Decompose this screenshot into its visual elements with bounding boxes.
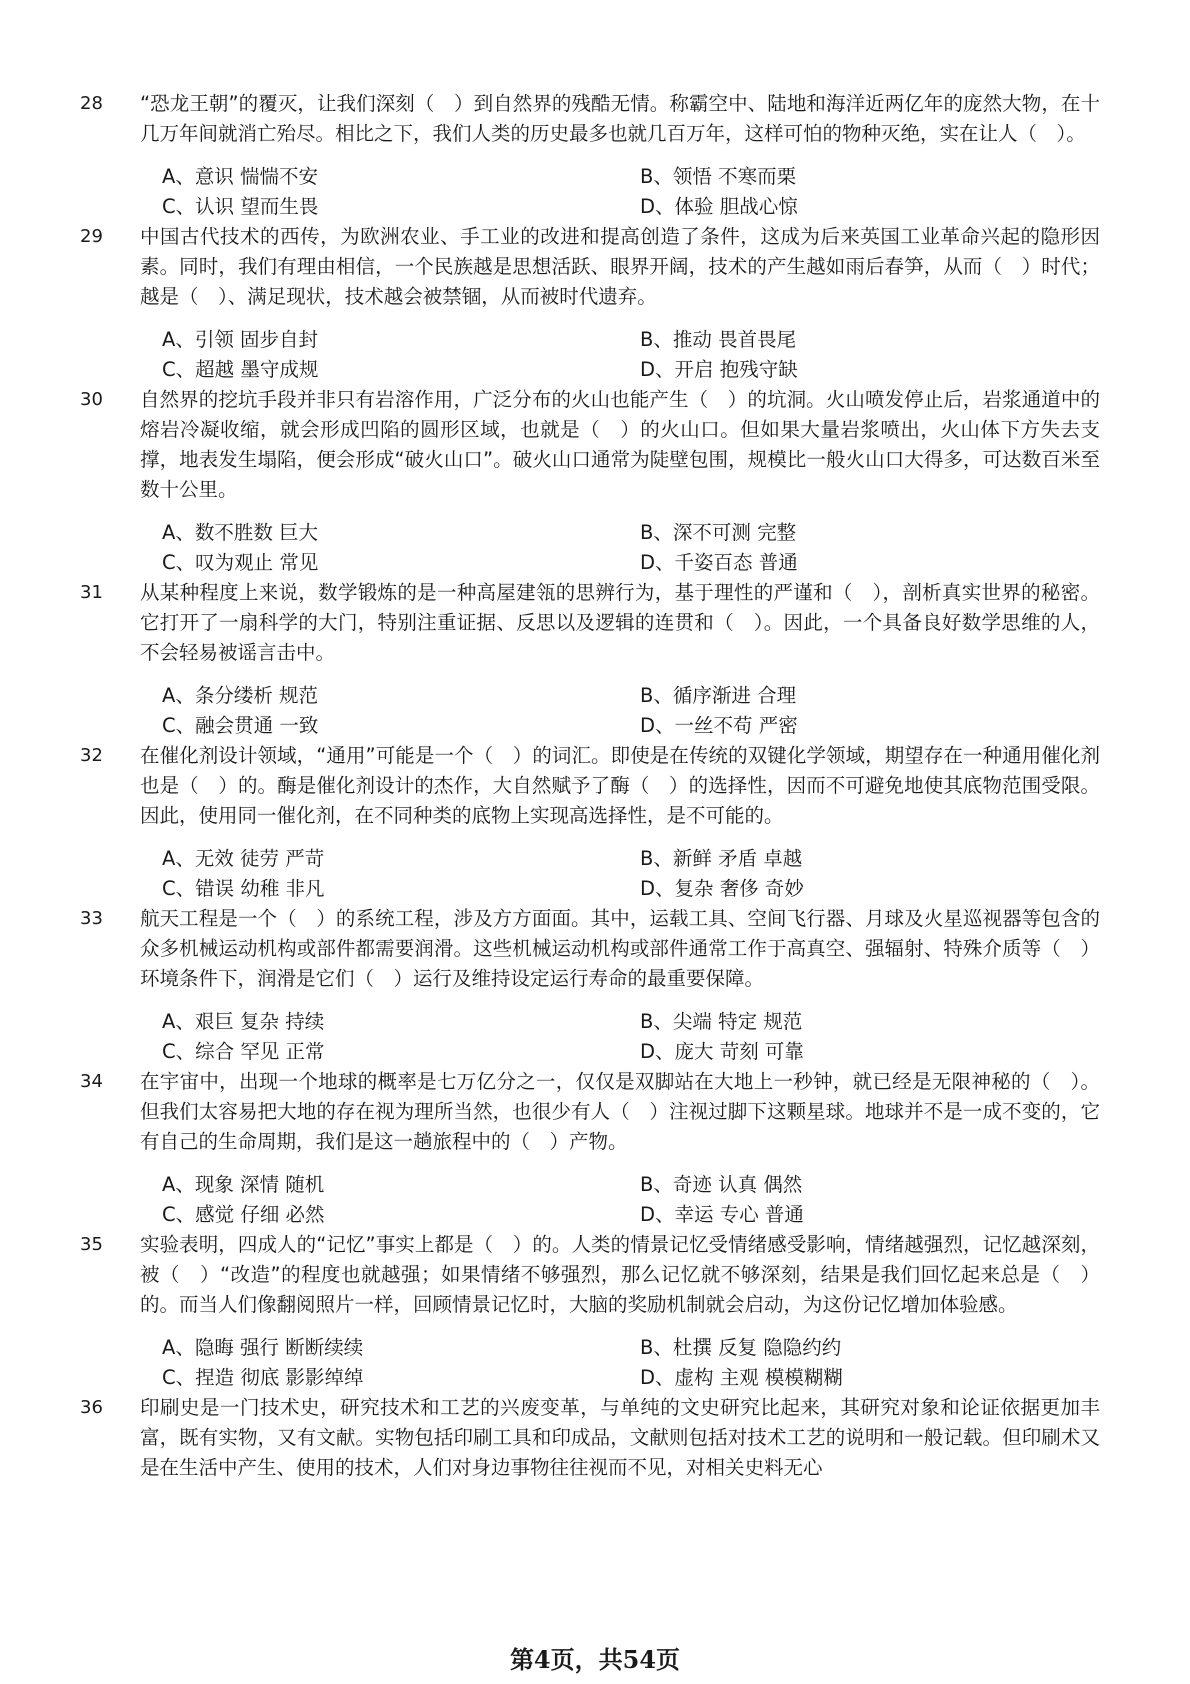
question-number: 29 bbox=[80, 226, 103, 247]
question-stem: 中国古代技术的西传，为欧洲农业、手工业的改进和提高创造了条件，这成为后来英国工业革命兴起的隐形因素。同时，我们有理由相信，一个民族越是思想活跃、眼界开阔，技术的产生越如雨后春笋，从而（ ）时代；越是（ ）、满足现状，技术越会被禁锢，从而被时代遗弃。 bbox=[140, 225, 1100, 308]
option-a: A、隐晦 强行 断断续续 bbox=[162, 1336, 364, 1359]
question-number: 33 bbox=[80, 908, 103, 929]
option-a: A、引领 固步自封 bbox=[162, 328, 319, 351]
option-a: A、条分缕析 规范 bbox=[162, 684, 319, 707]
option-b: B、领悟 不寒而栗 bbox=[640, 165, 797, 188]
question-29 bbox=[80, 222, 1100, 385]
option-a: A、意识 惴惴不安 bbox=[162, 165, 319, 188]
option-c: C、捏造 彻底 影影绰绰 bbox=[162, 1366, 364, 1389]
question-33 bbox=[80, 904, 1100, 1067]
question-number: 31 bbox=[80, 582, 103, 603]
question-number: 28 bbox=[80, 93, 103, 114]
option-b: B、推动 畏首畏尾 bbox=[640, 328, 797, 351]
option-grid bbox=[162, 844, 1100, 904]
question-stem: 航天工程是一个（ ）的系统工程，涉及方方面面。其中，运载工具、空间飞行器、月球及火星巡视器等包含的众多机械运动机构或部件都需要润滑。这些机械运动机构或部件通常工作于高真空、强辐射、特殊介质等（ ）环境条件下，润滑是它们（ ）运行及维持设定运行寿命的最重要保障。 bbox=[140, 907, 1100, 990]
question-stem: 实验表明，四成人的“记忆”事实上都是（ ）的。人类的情景记忆受情绪感受影响，情绪越强烈，记忆越深刻，被（ ）“改造”的程度也就越强；如果情绪不够强烈，那么记忆就不够深刻，结果是我们回忆起来总是（ ）的。而当人们像翻阅照片一样，回顾情景记忆时，大脑的奖励机制就会启动，为这份记忆增加体验感。 bbox=[140, 1233, 1100, 1316]
question-35 bbox=[80, 1230, 1100, 1393]
option-d: D、复杂 奢侈 奇妙 bbox=[640, 877, 804, 900]
option-d: D、开启 抱残守缺 bbox=[640, 358, 798, 381]
page-footer: 第4页，共54页 bbox=[509, 1645, 681, 1674]
question-number: 35 bbox=[80, 1234, 103, 1255]
option-d: D、千姿百态 普通 bbox=[640, 551, 798, 574]
option-c: C、认识 望而生畏 bbox=[162, 195, 319, 218]
option-grid bbox=[162, 1333, 1100, 1393]
option-grid bbox=[162, 1007, 1100, 1067]
option-d: D、幸运 专心 普通 bbox=[640, 1203, 804, 1226]
option-grid bbox=[162, 681, 1100, 741]
option-a: A、现象 深情 随机 bbox=[162, 1173, 325, 1196]
question-stem: 自然界的挖坑手段并非只有岩溶作用，广泛分布的火山也能产生（ ）的坑洞。火山喷发停止后，岩浆通道中的熔岩冷凝收缩，就会形成凹陷的圆形区域，也就是（ ）的火山口。但如果大量岩浆喷出，火山体下方失去支撑，地表发生塌陷，便会形成“破火山口”。破火山口通常为陡壁包围，规模比一般火山口大得多，可达数百米至数十公里。 bbox=[140, 388, 1100, 501]
option-c: C、融会贯通 一致 bbox=[162, 714, 319, 737]
option-a: A、数不胜数 巨大 bbox=[162, 521, 319, 544]
option-c: C、超越 墨守成规 bbox=[162, 358, 319, 381]
option-b: B、杜撰 反复 隐隐约约 bbox=[640, 1336, 842, 1359]
option-grid bbox=[162, 162, 1100, 222]
question-number: 30 bbox=[80, 389, 103, 410]
option-grid bbox=[162, 518, 1100, 578]
question-36 bbox=[80, 1393, 1100, 1483]
question-number: 36 bbox=[80, 1397, 103, 1418]
option-b: B、循序渐进 合理 bbox=[640, 684, 797, 707]
option-c: C、错误 幼稚 非凡 bbox=[162, 877, 325, 900]
question-30 bbox=[80, 385, 1100, 578]
option-d: D、虚构 主观 模模糊糊 bbox=[640, 1366, 843, 1389]
question-stem: 在宇宙中，出现一个地球的概率是七万亿分之一，仅仅是双脚站在大地上一秒钟，就已经是无限神秘的（ ）。但我们太容易把大地的存在视为理所当然，也很少有人（ ）注视过脚下这颗星球。地球并不是一成不变的，它有自己的生命周期，我们是这一趟旅程中的（ ）产物。 bbox=[140, 1070, 1100, 1153]
option-grid bbox=[162, 1170, 1100, 1230]
option-c: C、感觉 仔细 必然 bbox=[162, 1203, 325, 1226]
option-a: A、艰巨 复杂 持续 bbox=[162, 1010, 325, 1033]
question-list bbox=[80, 89, 1100, 1483]
option-c: C、综合 罕见 正常 bbox=[162, 1040, 325, 1063]
question-34 bbox=[80, 1067, 1100, 1230]
option-a: A、无效 徒劳 严苛 bbox=[162, 847, 325, 870]
question-stem: 印刷史是一门技术史，研究技术和工艺的兴废变革，与单纯的文史研究比起来，其研究对象和论证依据更加丰富，既有实物，又有文献。实物包括印刷工具和印成品，文献则包括对技术工艺的说明和一般记载。但印刷术又是在生活中产生、使用的技术，人们对身边事物往往视而不见，对相关史料无心 bbox=[140, 1396, 1100, 1479]
option-b: B、奇迹 认真 偶然 bbox=[640, 1173, 803, 1196]
question-number: 32 bbox=[80, 745, 103, 766]
option-d: D、体验 胆战心惊 bbox=[640, 195, 798, 218]
question-number: 34 bbox=[80, 1071, 103, 1092]
option-d: D、一丝不苟 严密 bbox=[640, 714, 798, 737]
option-b: B、尖端 特定 规范 bbox=[640, 1010, 803, 1033]
question-28 bbox=[80, 89, 1100, 222]
option-b: B、新鲜 矛盾 卓越 bbox=[640, 847, 803, 870]
option-c: C、叹为观止 常见 bbox=[162, 551, 319, 574]
question-stem: 从某种程度上来说，数学锻炼的是一种高屋建瓴的思辨行为，基于理性的严谨和（ ），剖析真实世界的秘密。它打开了一扇科学的大门，特别注重证据、反思以及逻辑的连贯和（ ）。因此，一个具备良好数学思维的人，不会轻易被谣言击中。 bbox=[140, 581, 1100, 664]
option-b: B、深不可测 完整 bbox=[640, 521, 797, 544]
option-d: D、庞大 苛刻 可靠 bbox=[640, 1040, 804, 1063]
option-grid bbox=[162, 325, 1100, 385]
question-stem: “恐龙王朝”的覆灭，让我们深刻（ ）到自然界的残酷无情。称霸空中、陆地和海洋近两亿年的庞然大物，在十几万年间就消亡殆尽。相比之下，我们人类的历史最多也就几百万年，这样可怕的物种灭绝，实在让人（ ）。 bbox=[140, 92, 1100, 145]
question-32 bbox=[80, 741, 1100, 904]
question-stem: 在催化剂设计领域，“通用”可能是一个（ ）的词汇。即使是在传统的双键化学领域，期望存在一种通用催化剂也是（ ）的。酶是催化剂设计的杰作，大自然赋予了酶（ ）的选择性，因而不可避免地使其底物范围受限。因此，使用同一催化剂，在不同种类的底物上实现高选择性，是不可能的。 bbox=[140, 744, 1100, 827]
question-31 bbox=[80, 578, 1100, 741]
